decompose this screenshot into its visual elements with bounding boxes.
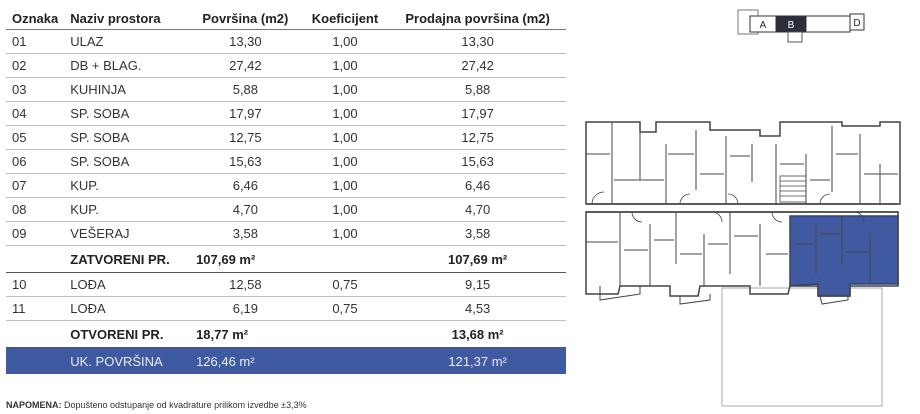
cell-sale: 12,75 <box>389 126 566 150</box>
cell-area: 12,58 <box>190 273 301 297</box>
cell-coef: 1,00 <box>301 78 390 102</box>
cell-area: 6,19 <box>190 297 301 321</box>
balconies <box>600 286 848 304</box>
key-plan-label-d: D <box>853 18 861 29</box>
upper-wing-outline <box>586 122 900 204</box>
header-naziv: Naziv prostora <box>64 8 190 30</box>
table-body <box>6 30 566 375</box>
cell-name: VEŠERAJ <box>64 222 190 246</box>
key-plan-core <box>788 32 802 42</box>
table-row <box>6 222 566 246</box>
cell-coef: 1,00 <box>301 150 390 174</box>
cell-name: LOĐA <box>64 297 190 321</box>
floor-plan-drawing <box>580 4 910 410</box>
cell-id: 09 <box>6 222 64 246</box>
table-header-row <box>6 8 566 30</box>
cell-coef: 1,00 <box>301 198 390 222</box>
cell-name: KUP. <box>64 198 190 222</box>
cell-coef: 1,00 <box>301 102 390 126</box>
header-povrsina: Površina (m2) <box>190 8 301 30</box>
cell-id: 02 <box>6 54 64 78</box>
area-table-container <box>6 8 566 374</box>
header-prodajna: Prodajna površina (m2) <box>389 8 566 30</box>
cell-id: 04 <box>6 102 64 126</box>
grand-total-area: 126,46 m² <box>190 348 301 375</box>
table-row <box>6 273 566 297</box>
table-row <box>6 78 566 102</box>
table-row <box>6 54 566 78</box>
cell-sale: 17,97 <box>389 102 566 126</box>
upper-room-walls <box>586 154 898 180</box>
table-row <box>6 174 566 198</box>
cell-id: 07 <box>6 174 64 198</box>
footnote <box>6 400 307 410</box>
cell-id: 01 <box>6 30 64 54</box>
cell-sale: 9,15 <box>389 273 566 297</box>
cell-id: 11 <box>6 297 64 321</box>
cell-area: 5,88 <box>190 78 301 102</box>
table-row <box>6 102 566 126</box>
closed-total-label: ZATVORENI PR. <box>64 246 190 273</box>
cell-area: 3,58 <box>190 222 301 246</box>
cell-sale: 6,46 <box>389 174 566 198</box>
open-total-label: OTVORENI PR. <box>64 321 190 348</box>
table-row <box>6 297 566 321</box>
cell-area: 15,63 <box>190 150 301 174</box>
staircase <box>780 176 806 202</box>
cell-name: KUHINJA <box>64 78 190 102</box>
cell-sale: 15,63 <box>389 150 566 174</box>
cell-sale: 4,53 <box>389 297 566 321</box>
cell-id: 03 <box>6 78 64 102</box>
footnote-label: NAPOMENA: <box>6 400 62 410</box>
upper-partitions <box>612 122 880 204</box>
key-plan-wing-c <box>806 16 850 32</box>
cell-id: 08 <box>6 198 64 222</box>
closed-total-area: 107,69 m² <box>190 246 301 273</box>
cell-sale: 5,88 <box>389 78 566 102</box>
cell-area: 4,70 <box>190 198 301 222</box>
site-outline <box>722 288 882 406</box>
cell-name: SP. SOBA <box>64 150 190 174</box>
cell-id: 10 <box>6 273 64 297</box>
cell-coef: 1,00 <box>301 126 390 150</box>
cell-coef: 1,00 <box>301 30 390 54</box>
highlighted-apartment <box>790 216 898 296</box>
open-total-area: 18,77 m² <box>190 321 301 348</box>
area-table <box>6 8 566 374</box>
table-row <box>6 198 566 222</box>
cell-area: 17,97 <box>190 102 301 126</box>
cell-area: 13,30 <box>190 30 301 54</box>
cell-coef: 1,00 <box>301 222 390 246</box>
cell-sale: 13,30 <box>389 30 566 54</box>
cell-id: 05 <box>6 126 64 150</box>
closed-total-sale: 107,69 m² <box>389 246 566 273</box>
grand-total-sale: 121,37 m² <box>389 348 566 375</box>
cell-sale: 4,70 <box>389 198 566 222</box>
grand-total-row <box>6 348 566 375</box>
key-plan-label-b: B <box>787 20 795 31</box>
header-koeficijent: Koeficijent <box>301 8 390 30</box>
cell-sale: 3,58 <box>389 222 566 246</box>
cell-coef: 1,00 <box>301 54 390 78</box>
cell-coef: 0,75 <box>301 297 390 321</box>
footnote-text: Dopušteno odstupanje od kvadrature prilikom izvedbe ±3,3% <box>64 400 307 410</box>
cell-name: KUP. <box>64 174 190 198</box>
open-total-row <box>6 321 566 348</box>
table-row <box>6 150 566 174</box>
header-oznaka: Oznaka <box>6 8 64 30</box>
cell-name: LOĐA <box>64 273 190 297</box>
cell-name: DB + BLAG. <box>64 54 190 78</box>
cell-coef: 1,00 <box>301 174 390 198</box>
cell-area: 12,75 <box>190 126 301 150</box>
table-row <box>6 30 566 54</box>
floor-plan <box>586 122 900 304</box>
cell-area: 6,46 <box>190 174 301 198</box>
grand-total-label: UK. POVRŠINA <box>64 348 190 375</box>
cell-name: SP. SOBA <box>64 102 190 126</box>
cell-name: SP. SOBA <box>64 126 190 150</box>
closed-total-row <box>6 246 566 273</box>
cell-coef: 0,75 <box>301 273 390 297</box>
cell-area: 27,42 <box>190 54 301 78</box>
cell-sale: 27,42 <box>389 54 566 78</box>
cell-id: 06 <box>6 150 64 174</box>
cell-name: ULAZ <box>64 30 190 54</box>
key-plan <box>738 10 864 42</box>
key-plan-label-a: A <box>759 20 767 31</box>
open-total-sale: 13,68 m² <box>389 321 566 348</box>
table-row <box>6 126 566 150</box>
